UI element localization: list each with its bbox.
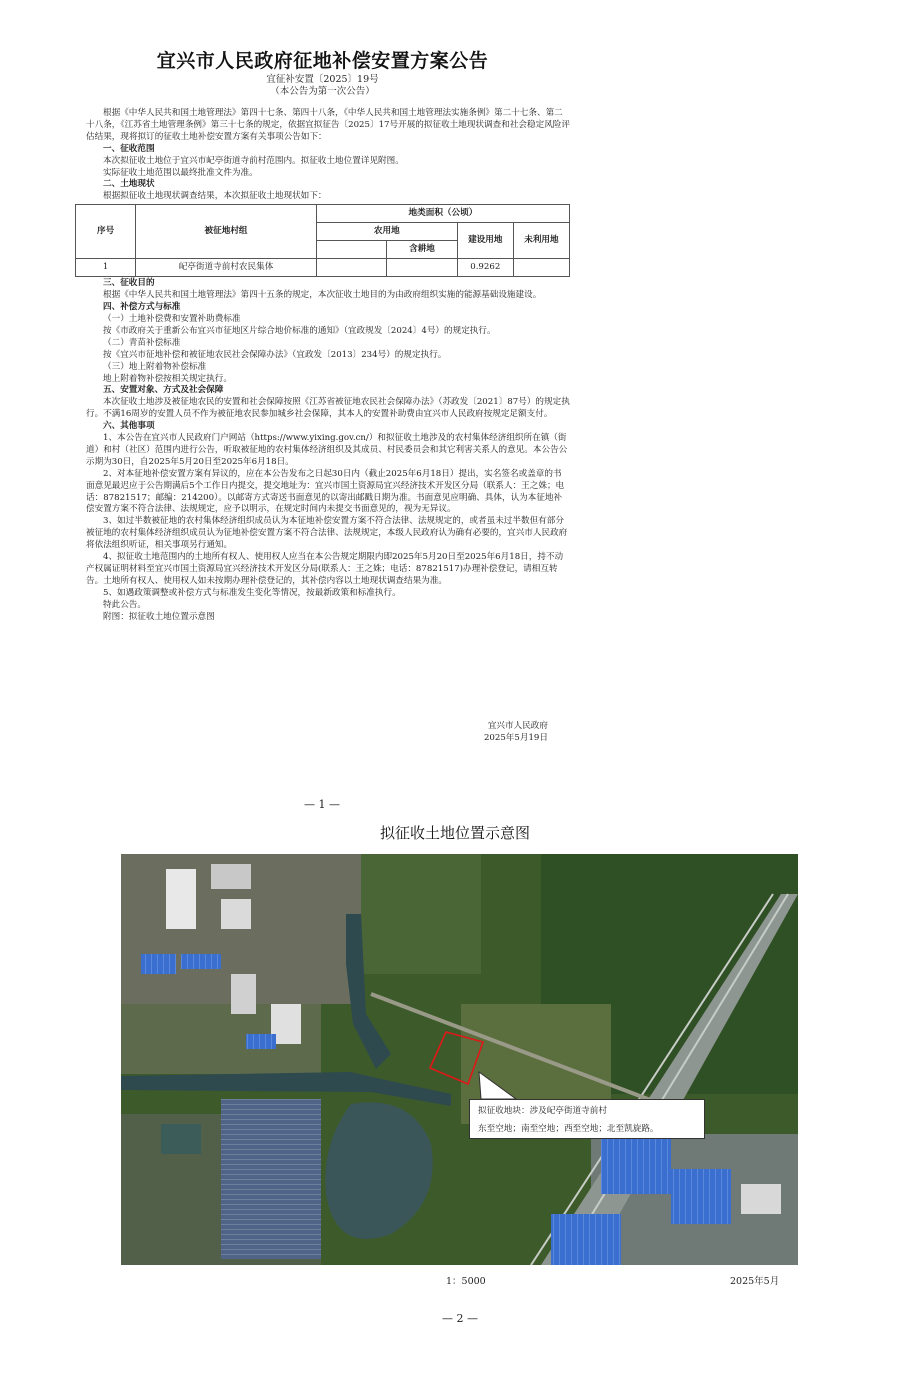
- section-heading: 二、土地现状: [103, 179, 155, 190]
- paragraph: 本次拟征收土地位于宜兴市屺亭街道寺前村范围内。拟征收土地位置详见附图。: [103, 155, 404, 166]
- paragraph: 按《宜兴市征地补偿和被征地农民社会保障办法》（宜政发〔2013〕234号）的规定执行。: [103, 349, 447, 360]
- land-status-table: [75, 204, 570, 277]
- table-header-farmland: 农用地: [316, 223, 457, 241]
- map-date: 2025年5月: [730, 1276, 780, 1287]
- callout-line: 东至空地；南至空地；西至空地；北至凯旋路。: [478, 1124, 659, 1134]
- table-header-seq: 序号: [76, 205, 136, 259]
- section-heading: 四、补偿方式与标准: [103, 302, 181, 313]
- intro-paragraph: 根据《中华人民共和国土地管理法》第四十七条、第四十八条，《中华人民共和国土地管理法实施条例》第二十七条、第二十八条，《江苏省土地管理条例》第三十七条的规定，依据宜拟征告〔2025〕17号开展的拟征收土地现状调查和社会稳定风险评估结果，现将拟订的征收土地补偿安置方案有关事项公告如下：: [86, 108, 570, 142]
- paragraph: 实际征收土地范围以最终批准文件为准。: [103, 167, 258, 178]
- table-cell: 0.9262: [457, 259, 513, 277]
- callout-line: 拟征收地块：涉及屺亭街道寺前村: [478, 1106, 607, 1116]
- section-heading: 三、征收目的: [103, 278, 155, 289]
- table-cell: 屺亭街道寺前村农民集体: [136, 259, 317, 277]
- parcel-callout: [469, 1099, 705, 1139]
- notice-body: [86, 108, 570, 624]
- subheading: （三）地上附着物补偿标准: [103, 361, 207, 372]
- paragraph: 地上附着物补偿按相关规定执行。: [103, 373, 232, 384]
- signer: 宜兴市人民政府: [487, 721, 548, 731]
- table-cell: [513, 259, 569, 277]
- paragraph: 根据拟征收土地现状调查结果，本次拟征收土地现状如下：: [103, 191, 327, 202]
- table-cell: [387, 259, 457, 277]
- map-title: 拟征收土地位置示意图: [379, 824, 530, 842]
- table-header-arable: 含耕地: [387, 241, 457, 259]
- subheading: （二）青苗补偿标准: [103, 337, 181, 348]
- section-heading: 五、安置对象、方式及社会保障: [103, 385, 224, 396]
- sign-date: 2025年5月19日: [483, 733, 548, 743]
- paragraph: 5、如遇政策调整或补偿方式与标准发生变化等情况，按最新政策和标准执行。: [103, 587, 401, 598]
- paragraph: 按《市政府关于重新公布宜兴市征地区片综合地价标准的通知》（宜政规发〔2024〕4号）的规定执行。: [103, 325, 496, 336]
- subheading: （一）土地补偿费和安置补助费标准: [103, 313, 241, 324]
- closing: 特此公告。: [103, 599, 146, 610]
- table-row: [76, 259, 570, 277]
- page-number: — 1 —: [304, 798, 340, 811]
- page-number: — 2 —: [442, 1312, 478, 1325]
- paragraph: 根据《中华人民共和国土地管理法》第四十五条的规定，本次征收土地目的为由政府组织实施的能源基础设施建设。: [103, 290, 542, 301]
- table-header-area: 地类面积（公顷）: [316, 205, 569, 223]
- section-heading: 六、其他事项: [103, 421, 155, 432]
- paragraph: 3、如过半数被征地的农村集体经济组织成员认为本征地补偿安置方案不符合法律、法规规定的，或者虽未过半数但有部分被征地的农村集体经济组织成员认为征地补偿安置方案不符合法律、法规规定，本级人民政府认为确有必要的，宜兴市人民政府将依法组织听证，相关事项另行通知。: [86, 516, 568, 551]
- satellite-map-image: [121, 854, 798, 1265]
- table-header-blank: [316, 241, 386, 259]
- paragraph: 1、本公告在宜兴市人民政府门户网站（https://www.yixing.gov.cn/）和拟征收土地涉及的农村集体经济组织所在镇（街道）和村（社区）范围内进行公告，听取被征地的农村集体经济组织及其成员、村民委员会和其它利害关系人的意见。本公告公示期为30日，自2025年5月20日至2025年6月18日。: [86, 433, 568, 467]
- notice-title: 宜兴市人民政府征地补偿安置方案公告: [156, 50, 489, 72]
- paragraph: 2、对本征地补偿安置方案有异议的，应在本公告发布之日起30日内（截止2025年6月18日）提出，实名签名或盖章的书面意见最迟应于公告期满后5个工作日内提交，提交地址为：宜兴市国土资源局宜兴经济技术开发区分局（联系人：王之姝；电话：87821517；邮编：214200）。以邮寄方式寄送书面意见的以寄出邮戳日期为准。书面意见应明确、具体，认为本征地补偿安置方案不符合法律、法规规定，应予以明示，在规定时间内未提交书面意见的，视为无异议。: [86, 468, 565, 515]
- table-header-village: 被征地村组: [136, 205, 317, 259]
- satellite-map: [121, 854, 798, 1265]
- table-header-unused: 未利用地: [513, 223, 569, 259]
- table-cell: 1: [76, 259, 136, 277]
- edition-note: （本公告为第一次公告）: [270, 86, 375, 97]
- map-scale: 1：5000: [446, 1276, 486, 1287]
- section-heading: 一、征收范围: [103, 143, 155, 154]
- table-header-construction: 建设用地: [457, 223, 513, 259]
- paragraph: 本次征收土地涉及被征地农民的安置和社会保障按照《江苏省被征地农民社会保障办法》（苏政发〔2021〕87号）的规定执行。不满16周岁的安置人员不作为被征地农民参加城乡社会保障，其本人的安置补助费由宜兴市人民政府按规定足额支付。: [86, 397, 570, 420]
- doc-number: 宜征补安置〔2025〕19号: [266, 74, 379, 85]
- paragraph: 4、拟征收土地范围内的土地所有权人、使用权人应当在本公告规定期限内即2025年5月20日至2025年6月18日，持不动产权属证明材料至宜兴市国土资源局宜兴经济技术开发区分局(联系人：王之姝；电话：87821517)办理补偿登记，请相互转告。土地所有权人、使用权人如未按期办理补偿登记的，其补偿内容以土地现状调查结果为准。: [86, 552, 564, 586]
- table-cell: [316, 259, 386, 277]
- attachment-note: 附图：拟征收土地位置示意图: [103, 611, 215, 622]
